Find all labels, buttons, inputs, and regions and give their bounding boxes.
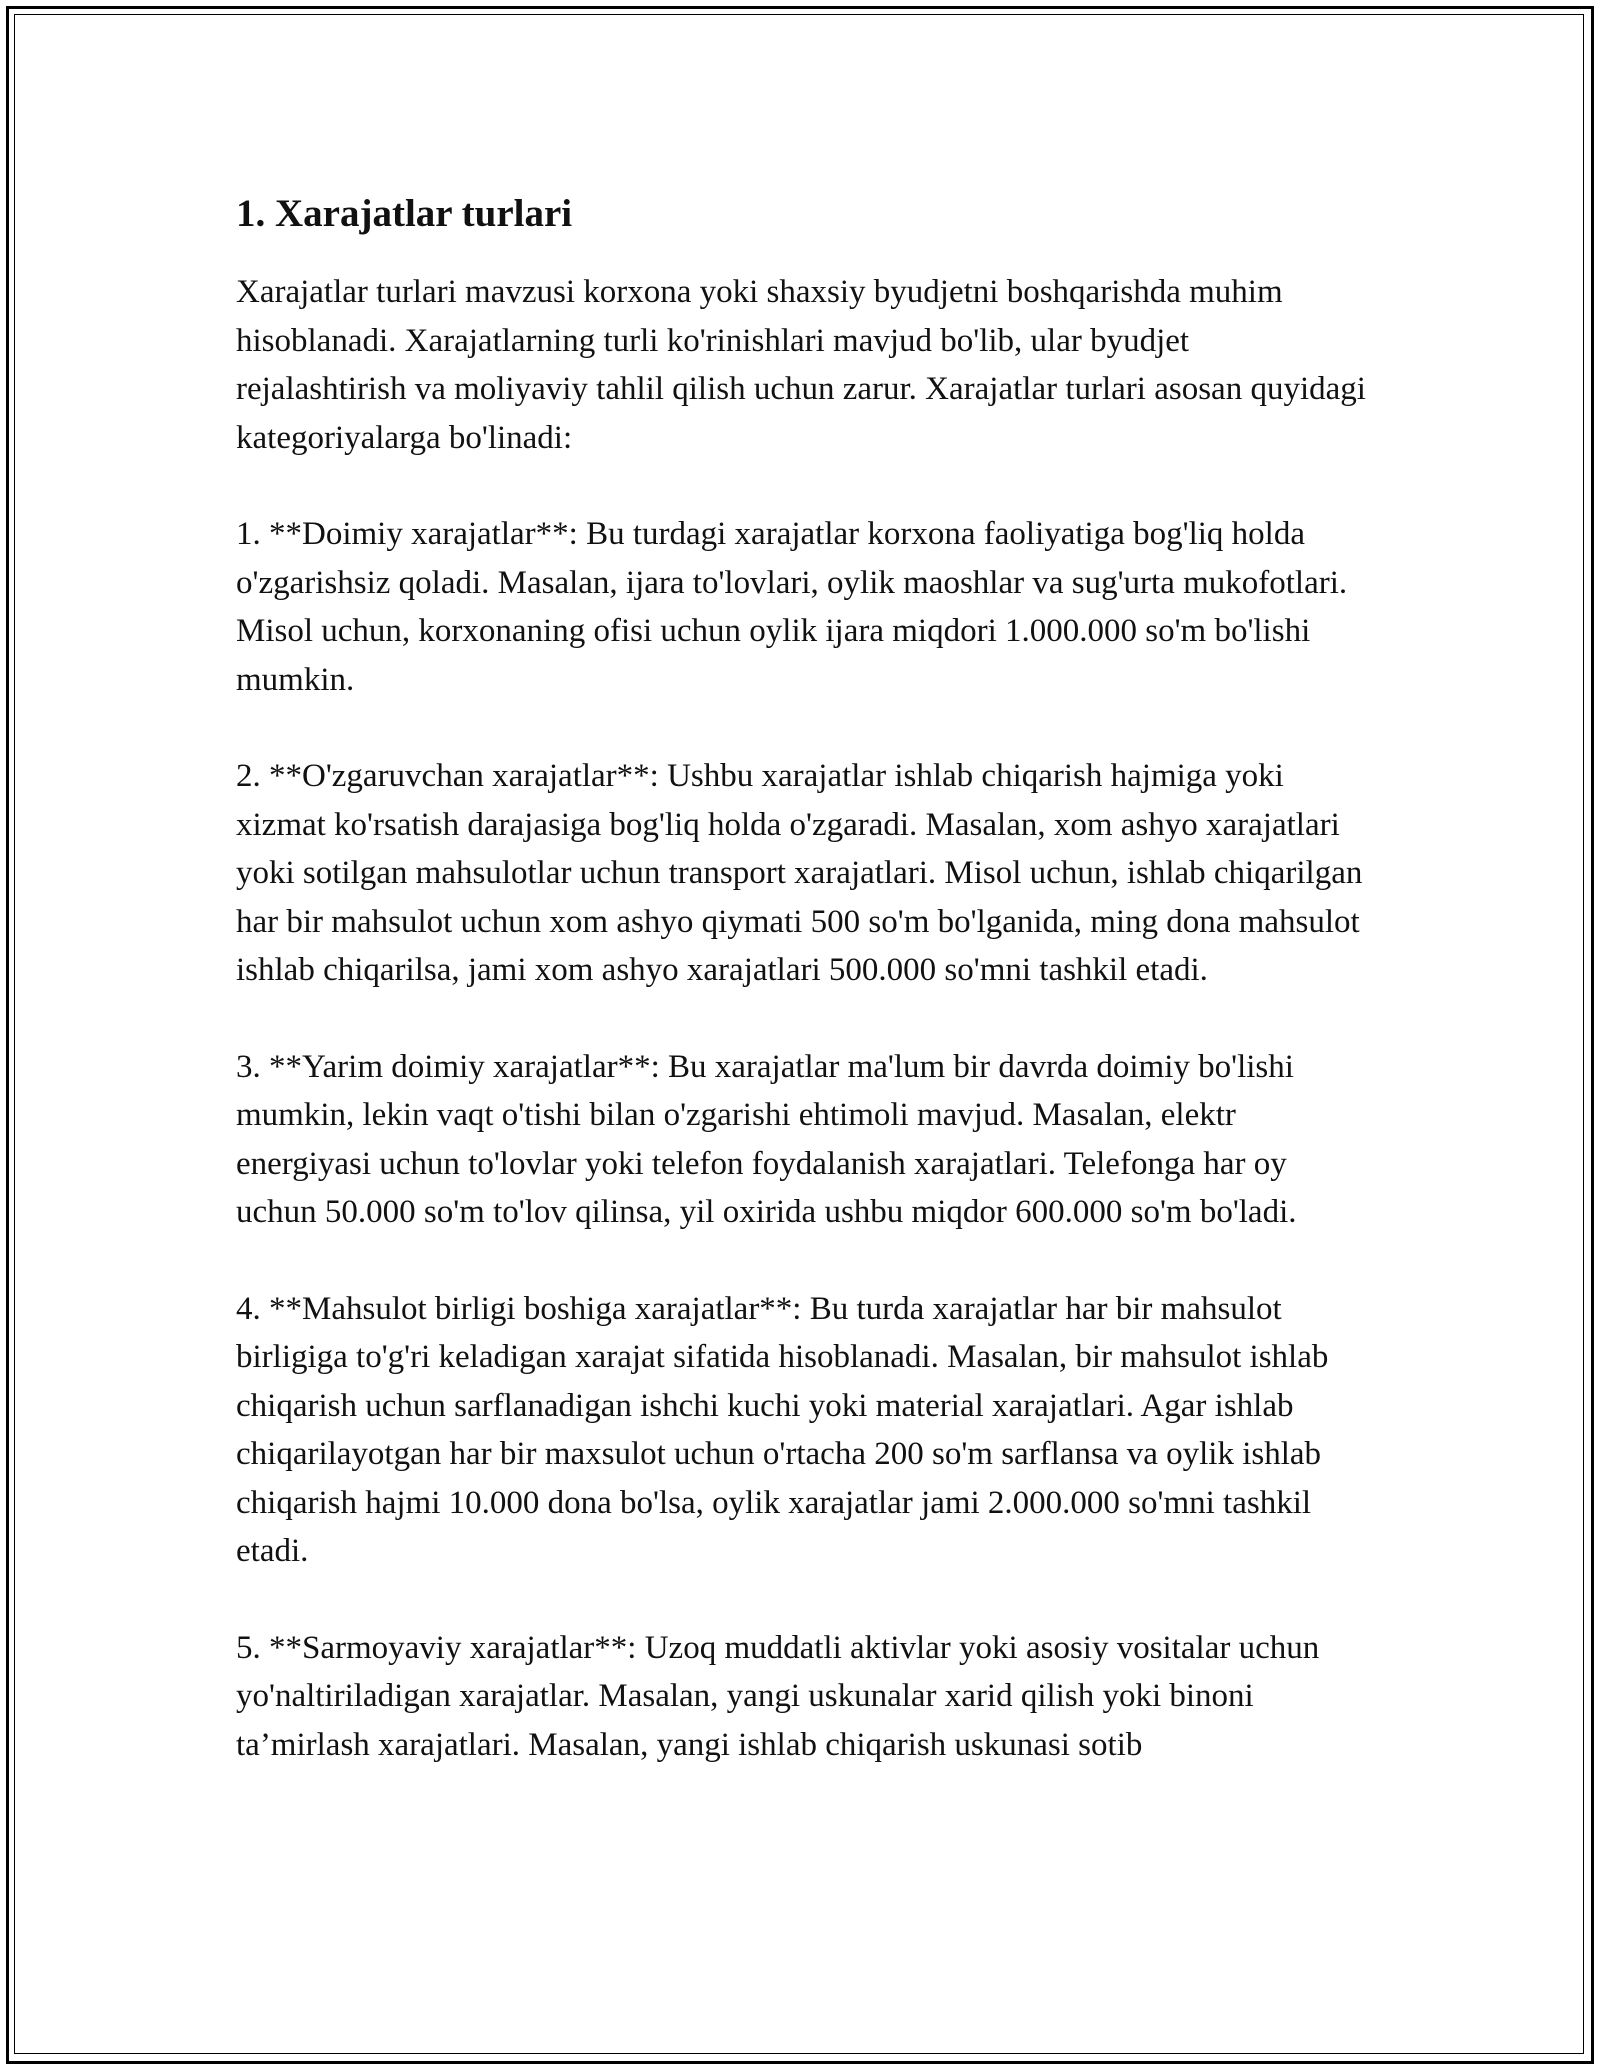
intro-paragraph: Xarajatlar turlari mavzusi korxona yoki shaxsiy byudjetni boshqarishda muhim hisoblanadi. Xarajatlarning turli ko'rinishlari mavjud bo'lib, ular byudjet rejalashtirish va moliyaviy tahlil qilish uchun zarur. Xarajatlar turlari asosan quyidagi kategoriyalarga bo'linadi:: [236, 274, 1366, 456]
item-per-unit-costs: 4. **Mahsulot birligi boshiga xarajatlar**: Bu turda xarajatlar har bir mahsulot birligiga to'g'ri keladigan xarajat sifatida hisoblanadi. Masalan, bir mahsulot ishlab chiqarish uchun sarflanadigan ishchi kuchi yoki material xarajatlari. Agar ishlab chiqarilayotgan har bir maxsulot uchun o'rtacha 200 so'm sarflansa va oylik ishlab chiqarish hajmi 10.000 dona bo'lsa, oylik xarajatlar jami 2.000.000 so'mni tashkil etadi.: [236, 1290, 1329, 1569]
item-semi-fixed-costs: 3. **Yarim doimiy xarajatlar**: Bu xarajatlar ma'lum bir davrda doimiy bo'lishi mumkin, lekin vaqt o'tishi bilan o'zgarishi ehtimoli mavjud. Masalan, elektr energiyasi uchun to'lovlar yoki telefon foydalanish xarajatlari. Telefonga har oy uchun 50.000 so'm to'lov qilinsa, yil oxirida ushbu miqdor 600.000 so'm bo'ladi.: [236, 1048, 1297, 1230]
document-body: [236, 186, 1366, 1817]
item-capital-costs: 5. **Sarmoyaviy xarajatlar**: Uzoq muddatli aktivlar yoki asosiy vositalar uchun yo'naltiriladigan xarajatlar. Masalan, yangi uskunalar xarid qilish yoki binoni ta’mirlash xarajatlari. Masalan, yangi ishlab chiqarish uskunasi sotib: [236, 1629, 1320, 1763]
item-fixed-costs: 1. **Doimiy xarajatlar**: Bu turdagi xarajatlar korxona faoliyatiga bog'liq holda o'zgarishsiz qoladi. Masalan, ijara to'lovlari, oylik maoshlar va sug'urta mukofotlari. Misol uchun, korxonaning ofisi uchun oylik ijara miqdori 1.000.000 so'm bo'lishi mumkin.: [236, 516, 1348, 698]
item-variable-costs: 2. **O'zgaruvchan xarajatlar**: Ushbu xarajatlar ishlab chiqarish hajmiga yoki xizmat ko'rsatish darajasiga bog'liq holda o'zgaradi. Masalan, xom ashyo xarajatlari yoki sotilgan mahsulotlar uchun transport xarajatlari. Misol uchun, ishlab chiqarilgan har bir mahsulot uchun xom ashyo qiymati 500 so'm bo'lganida, ming dona mahsulot ishlab chiqarilsa, jami xom ashyo xarajatlari 500.000 so'mni tashkil etadi.: [236, 758, 1363, 988]
section-heading: 1. Xarajatlar turlari: [236, 192, 573, 235]
